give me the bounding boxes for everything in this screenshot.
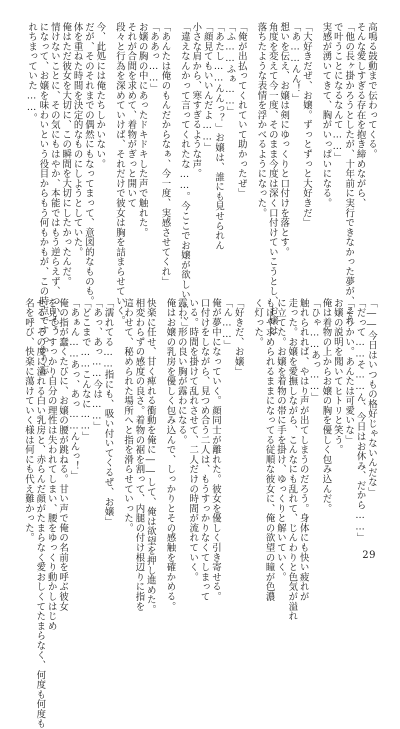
text-line: お嬢の説明を聞いてヒトリと笑う。 xyxy=(331,298,343,455)
text-line: 走った。お嬢を愛撫しながら、こんなにも乱れて、じんわりと色気が溢れ xyxy=(286,298,298,622)
text-line: 「あんたは俺のもんだからなぁ、今一度、実感させてくれ」 xyxy=(159,22,171,287)
text-line: 相変わらずの感度の良さ。着物の裾を割って、内腿の付け根辺りに指を xyxy=(133,298,145,612)
text-line: 俺の指が蠢くたびに、お嬢の腰が跳ねる。甘い声で俺の名前を呼ぶ彼女 xyxy=(57,298,69,612)
text-line: お嬢の胸の中にあったドキドキした声で触れた。 xyxy=(136,22,148,238)
text-line: 段々と行為を深めていけば、それだけで彼女は胸を詰まらせていく。 xyxy=(113,22,125,326)
text-line: 「あぁん……あっ、あっ……んんっ！」 xyxy=(68,298,80,481)
text-line: 這わせて、秘められた場所へと指を滑らせていった。 xyxy=(122,298,134,533)
text-line xyxy=(312,22,319,294)
text-line: せる。その度に溢れる白い乳房と、赤らんだ顔がたまらなく愛おしくてたまらなく、何度も何度も xyxy=(34,298,46,729)
text-line: 今、此処には俺たちしかいない。 xyxy=(94,22,106,169)
text-line: 小さな肩から、寒すぎるような声。 xyxy=(190,22,202,179)
text-line xyxy=(106,22,113,294)
text-line: 俺が夢中になっていく。顔同士が離れた。彼女を優しく引き寄せる。 xyxy=(209,298,221,602)
text-line: いる。時間を掛けて乱れさせて、二人だけの時間が流れていく。 xyxy=(187,298,199,582)
text-line: それが合間を求めて、着物がぎっと開いて xyxy=(125,22,137,209)
text-line: 触れられれば、やはり声が出てしまうのだろう。身体にも快い疲れが xyxy=(297,298,309,602)
text-line: 高鳴る鼓動まで伝わってくる。 xyxy=(366,22,377,160)
text-line: く灯った。 xyxy=(252,298,264,347)
text-line xyxy=(114,298,121,544)
text-line: 口付けをしながら、見つめ合う二人は、もうすっかりなくてしまって xyxy=(198,298,210,602)
text-line: 「あっ、あっ……今は……」 xyxy=(91,298,103,432)
text-line: 俺はお嬢の乳房を優しく包み込んで、しっかりとその感触を確かめる。 xyxy=(164,298,176,612)
text-line: 「どこまで……こんなに……」 xyxy=(79,298,91,442)
text-line: 「だって……そ……ん、今日はお休み、だから……」 xyxy=(354,298,366,543)
text-line: 「ふ……ふぁ……」 xyxy=(224,22,236,117)
text-line: 「あ……んん！」 xyxy=(289,22,301,104)
text-line xyxy=(171,22,178,294)
text-line: 「大好きだぜ、お嬢。ずっとずっと大好きだ」 xyxy=(300,22,312,228)
text-line: で叶うことになるなんて……」 xyxy=(331,22,343,163)
text-line: 「あたし……んんっ？」お嬢は、誰にも見せられん xyxy=(213,22,225,251)
text-line: 「違えなんかって言ってくれたな……。今ここでお嬢が欲しい……」 xyxy=(179,22,190,332)
text-line: 快楽に任せ、甘く痺れる衝動を俺に――して、俺は欲望を押し進めた。 xyxy=(144,298,156,615)
text-line: もはや求められるままになってる従順な彼女に、俺の欲望の瞳が色濃 xyxy=(263,298,275,602)
text-line: 「俺が出払ってくれていて助かったぜ」 xyxy=(235,22,247,199)
text-line: 実感が湧いてきて、胸がいっぱいになる。 xyxy=(320,22,332,209)
text-line: 「ひゃ……あっ……」 xyxy=(309,298,321,403)
text-line: 露わ、形の良い胸が露わになる。 xyxy=(175,298,187,445)
text-line: 「濡れてる……指にも、吸い付いてくるぜ、お嬢」 xyxy=(102,298,114,527)
text-line: 俺は着物の上からお嬢の胸を優しく包み込んだ。 xyxy=(320,298,332,514)
text-line: 俺はただ彼女を大切に、この瞬間を大切にしたかったんだ。 xyxy=(60,22,72,287)
text-line: に立てた。お嬢を着物の帯に手を掛け、ゆっくりと解いていく。 xyxy=(275,298,286,582)
text-line: 「顔見てもいいんだよ……」 xyxy=(201,22,213,153)
text-line: 「ああっ……」 xyxy=(148,22,160,94)
text-line: 「ん……」 xyxy=(221,298,233,351)
text-line xyxy=(244,298,251,544)
text-line xyxy=(156,298,163,544)
text-line: 名を呼び、快楽に蕩けていく様は何にも代え難かった。 xyxy=(22,298,34,543)
text-line: 「――今日はいつもの格好じゃないんだな」 xyxy=(366,298,377,498)
text-line: 「そうかい。あんたは可愛いな」 xyxy=(343,298,355,445)
text-line: そんな愛しすぎる存在を抱き締めながら、 xyxy=(354,22,366,209)
text-line: 角度を変えて今一度、そのまま今度は深く口付けていこうとし、お嬢は xyxy=(266,22,278,336)
text-line: 「好きだ、お嬢」 xyxy=(232,298,244,377)
text-line: 情けないことに、その気にもはやか、本能ではもう逆らえず、ついもう xyxy=(48,22,60,336)
text-line: 体を重ねた時間を決定的なものにしようとしていた。 xyxy=(71,22,83,257)
text-line: 「他の長ヶ掛かろうとしたが、十年前に実行できなかった夢が、これ xyxy=(343,22,355,326)
text-line: を見て、すっかり自分の理性は失われてしまい、腰をゆっくり動かしはじめ xyxy=(45,298,57,631)
text-line: れちまっていた……。 xyxy=(26,22,38,124)
text-line: 落ちたような表情を浮かべるようになった。 xyxy=(255,22,267,218)
text-line xyxy=(247,22,254,294)
text-line: になって、お嬢を味わいという役目からもう何もかもが、この時点ですっかり忘 xyxy=(37,22,49,375)
page-number: 29 xyxy=(362,550,376,561)
text-line: だが、そのそれまでの偶然にもなってまって、意図的なものも。 xyxy=(83,22,94,306)
text-line: 想いを伝え、お嬢は剣にゆっくりと口付けを落とす。 xyxy=(278,22,290,257)
